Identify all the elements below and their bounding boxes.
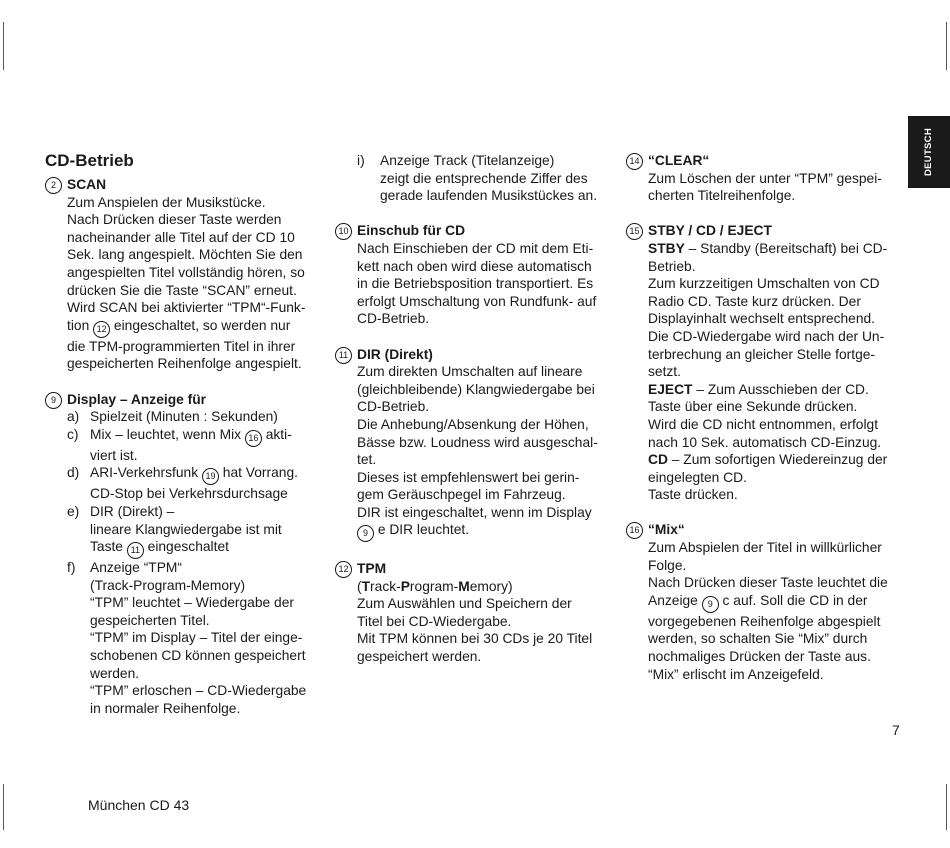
section-title-text: Display – Anzeige für [67, 391, 207, 407]
section-body [45, 194, 335, 373]
crop-mark-top-right [946, 22, 947, 70]
text-line: die TPM-programmierten Titel in ihrer [67, 338, 296, 354]
text-line: Folge. [648, 557, 687, 573]
number-badge: 15 [626, 223, 643, 240]
crop-mark-top-left [3, 22, 4, 70]
text-fragment: akti- [261, 426, 292, 442]
section-tpm [335, 560, 620, 666]
section-clear [626, 152, 916, 205]
section-dir [335, 346, 620, 543]
text-line: in normaler Reihenfolge. [90, 700, 241, 716]
text-line: Die CD-Wiedergabe wird nach der Un- [648, 328, 885, 344]
text-fragment: T [361, 578, 371, 594]
text-fragment: Taste [90, 539, 127, 555]
list-label: c) [67, 426, 79, 442]
text-fragment: Anzeige [648, 592, 702, 608]
text-fragment: – Zum Ausschieben der CD. [692, 381, 869, 397]
inline-number-badge: 9 [702, 596, 719, 613]
number-badge: 9 [45, 392, 62, 409]
section-title-text: “Mix“ [648, 522, 685, 538]
list-label: f) [67, 560, 76, 576]
language-tab-label: DEUTSCH [923, 127, 935, 177]
text-line: “Mix” erlischt im Anzeigefeld. [648, 666, 824, 682]
section-body [626, 539, 916, 683]
text-line [90, 464, 335, 485]
text-line: angespielten Titel vollständig hören, so [67, 264, 305, 280]
text-line: terbrechung an gleicher Stelle fortge- [648, 346, 876, 362]
crop-mark-bottom-left [3, 784, 4, 830]
inline-number-badge: 9 [357, 525, 374, 542]
text-fragment: P [400, 578, 410, 594]
text-line: Zum Auswählen und Speichern der [357, 596, 572, 612]
list-label: e) [67, 503, 80, 519]
number-badge: 14 [626, 153, 643, 170]
section-title-text: STBY / CD / EJECT [648, 223, 772, 239]
text-line: eingelegten CD. [648, 469, 747, 485]
text-line: schobenen CD können gespeichert [90, 648, 306, 664]
text-line: tet. [357, 452, 377, 468]
page-heading: CD-Betrieb [45, 151, 134, 170]
text-fragment: tion [67, 317, 94, 333]
list-item-d [45, 464, 335, 503]
text-line: Wird die CD nicht entnommen, erfolgt [648, 416, 879, 432]
text-fragment: hat Vorrang. [218, 465, 298, 481]
text-fragment: rogram- [409, 578, 459, 594]
text-fragment: Mix – leuchtet, wenn Mix [90, 426, 245, 442]
text-fragment: emory) [469, 578, 513, 594]
page-number: 7 [892, 722, 900, 738]
crop-mark-bottom-right [946, 784, 947, 830]
text-line: werden. [90, 665, 140, 681]
list-item-e [45, 503, 335, 559]
text-line: CD-Stop bei Verkehrsdurchsage [90, 486, 288, 502]
text-line: gespeichert werden. [357, 649, 482, 665]
text-line: Zum Anspielen der Musikstücke. [67, 194, 266, 210]
text-line: gem Geräuschpegel im Fahrzeug. [357, 487, 566, 503]
inline-number-badge: 11 [127, 542, 144, 559]
text-line: lineare Klangwiedergabe ist mit [90, 521, 282, 537]
section-scan [45, 176, 335, 373]
text-line [90, 538, 335, 559]
text-line: “TPM” im Display – Titel der einge- [90, 630, 303, 646]
text-fragment: STBY [648, 240, 685, 256]
list-item-c [45, 426, 335, 465]
text-fragment: e DIR leuchtet. [374, 522, 470, 538]
text-line: Zum kurzzeitigen Umschalten von CD [648, 276, 880, 292]
text-line: drücken Sie die Taste “SCAN” erneut. [67, 282, 297, 298]
section-body [626, 170, 916, 205]
text-line: cherten Titelreihenfolge. [648, 188, 796, 204]
text-line: DIR ist eingeschaltet, wenn im Display [357, 504, 592, 520]
section-body [335, 578, 620, 666]
text-line: Dieses ist empfehlenswert bei gerin- [357, 469, 580, 485]
section-body [335, 240, 620, 328]
text-fragment: c auf. Soll die CD in der [718, 592, 868, 608]
inline-number-badge: 19 [202, 468, 219, 485]
text-line: Anzeige “TPM“ [90, 560, 183, 576]
section-track-display [335, 152, 620, 205]
text-line [648, 240, 916, 258]
text-line: Displayinhalt wechselt entsprechend. [648, 311, 876, 327]
section-title [626, 152, 916, 170]
text-line: Nach Drücken dieser Taste leuchtet die [648, 575, 888, 591]
text-line: nacheinander alle Titel auf der CD 10 [67, 229, 295, 245]
text-line: Taste drücken. [648, 487, 738, 503]
text-line: Bässe bzw. Loudness wird ausgeschal- [357, 434, 598, 450]
text-line: werden, so schalten Sie “Mix” durch [648, 631, 868, 647]
text-line: in die Betriebsposition transportiert. Es [357, 276, 594, 292]
section-title-text: Einschub für CD [357, 223, 466, 239]
section-title-text: TPM [357, 561, 387, 577]
section-title [45, 176, 335, 194]
section-einschub [335, 222, 620, 328]
inline-number-badge: 16 [245, 430, 262, 447]
text-fragment: eingeschaltet [143, 539, 229, 555]
section-title-text: “CLEAR“ [648, 153, 710, 168]
text-line [648, 381, 916, 399]
text-line: Zum Löschen der unter “TPM” gespei- [648, 170, 882, 186]
number-badge: 16 [626, 522, 643, 539]
text-line: Wird SCAN bei aktivierter “TPM“-Funk- [67, 300, 306, 316]
section-body [335, 363, 620, 542]
section-title [335, 346, 620, 364]
text-line [90, 426, 335, 447]
number-badge: 12 [335, 561, 352, 578]
text-line: Titel bei CD-Wiedergabe. [357, 613, 512, 629]
text-line: Sek. lang angespielt. Möchten Sie den [67, 247, 303, 263]
text-line: nochmaliges Drücken der Taste aus. [648, 649, 871, 665]
section-mix [626, 521, 916, 683]
text-line: DIR (Direkt) – [90, 503, 175, 519]
text-line [648, 451, 916, 469]
text-fragment: M [458, 578, 470, 594]
section-title [45, 391, 335, 409]
section-title-text: DIR (Direkt) [357, 346, 433, 362]
text-line: “TPM” erloschen – CD-Wiedergabe [90, 683, 307, 699]
footer-model: München CD 43 [88, 797, 190, 813]
text-line: (Track-Program-Memory) [90, 577, 246, 593]
section-title [626, 222, 916, 240]
column-1 [45, 150, 335, 735]
text-line: Radio CD. Taste kurz drücken. Der [648, 293, 861, 309]
text-line [357, 521, 620, 542]
text-line: Zum direkten Umschalten auf lineare [357, 364, 583, 380]
number-badge: 10 [335, 223, 352, 240]
section-title [626, 521, 916, 539]
text-line [357, 578, 620, 596]
column-3 [626, 152, 916, 701]
text-fragment: CD [648, 452, 668, 468]
list-label: i) [357, 153, 365, 168]
text-line [648, 592, 916, 613]
section-title [335, 222, 620, 240]
text-line: gespeicherten Titel. [90, 612, 210, 628]
text-line: Nach Einschieben der CD mit dem Eti- [357, 240, 594, 256]
number-badge: 2 [45, 177, 62, 194]
text-fragment: EJECT [648, 381, 693, 397]
text-fragment: – Standby (Bereitschaft) bei CD- [684, 240, 888, 256]
section-display [45, 391, 335, 718]
number-badge: 11 [335, 347, 352, 364]
column-2 [335, 152, 620, 683]
text-line: Taste über eine Sekunde drücken. [648, 399, 858, 415]
text-line: nach 10 Sek. automatisch CD-Einzug. [648, 434, 882, 450]
section-title-text: SCAN [67, 177, 107, 192]
text-line: setzt. [648, 364, 681, 380]
text-line: gerade laufenden Musikstückes an. [380, 188, 598, 204]
text-line: Mit TPM können bei 30 CDs je 20 Titel [357, 631, 593, 647]
text-line: “TPM” leuchtet – Wiedergabe der [90, 595, 294, 611]
list-item-f [45, 559, 335, 717]
text-fragment: ( [357, 578, 362, 594]
section-body [626, 240, 916, 504]
text-line: erfolgt Umschaltung von Rundfunk- auf [357, 293, 597, 309]
section-stby-cd-eject [626, 222, 916, 504]
text-line [67, 317, 335, 338]
text-line: Nach Drücken dieser Taste werden [67, 212, 282, 228]
list-item-a [45, 408, 335, 426]
text-line: kett nach oben wird diese automatisch [357, 258, 592, 274]
text-line: Die Anhebung/Absenkung der Höhen, [357, 416, 589, 432]
text-fragment: rack- [370, 578, 401, 594]
list-item-i [335, 152, 620, 205]
list-label: d) [67, 465, 80, 481]
text-line: CD-Betrieb. [357, 311, 430, 327]
text-line: Betrieb. [648, 258, 696, 274]
text-line: vorgegebenen Reihenfolge abgespielt [648, 613, 881, 629]
text-line: gespeicherten Reihenfolge angespielt. [67, 356, 302, 372]
text-line: zeigt die entsprechende Ziffer des [380, 170, 588, 186]
text-line: viert ist. [90, 447, 138, 463]
text-fragment: eingeschaltet, so werden nur [110, 317, 291, 333]
text-fragment: ARI-Verkehrsfunk [90, 465, 202, 481]
text-line: (gleichbleibende) Klangwiedergabe bei [357, 381, 595, 397]
text-line: Zum Abspielen der Titel in willkürlicher [648, 540, 882, 556]
list-label: a) [67, 409, 80, 425]
inline-number-badge: 12 [93, 321, 110, 338]
text-line: Spielzeit (Minuten : Sekunden) [90, 409, 278, 425]
text-line: Anzeige Track (Titelanzeige) [380, 153, 555, 168]
section-title [335, 560, 620, 578]
text-line: CD-Betrieb. [357, 399, 430, 415]
text-fragment: – Zum sofortigen Wiedereinzug der [667, 452, 888, 468]
